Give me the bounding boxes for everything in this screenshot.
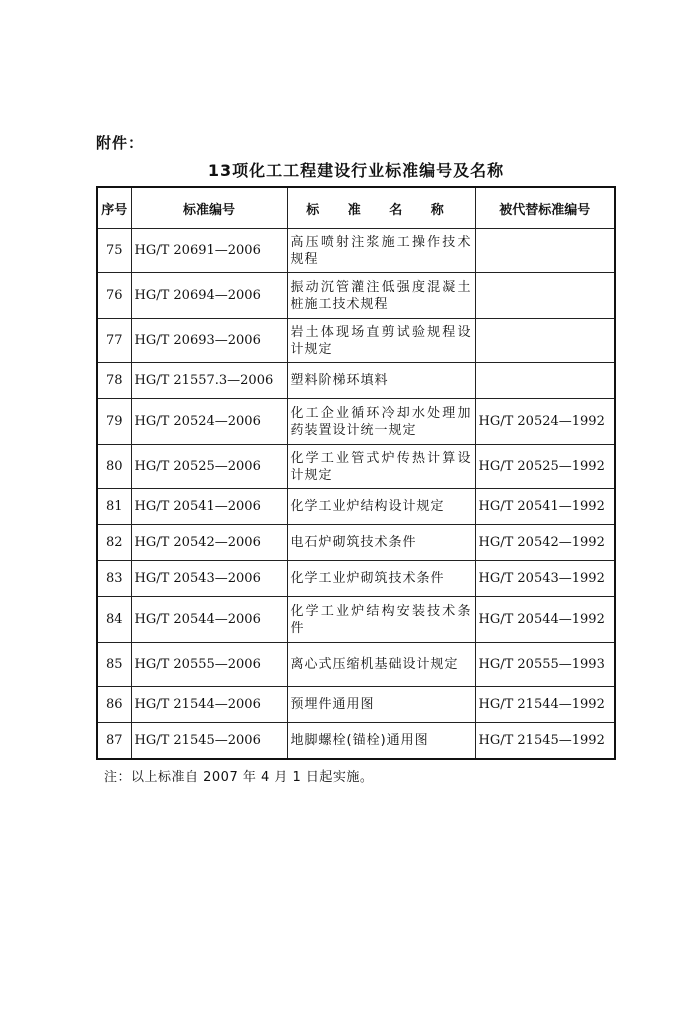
row-name: 岩土体现场直剪试验规程设计规定 xyxy=(287,319,475,363)
row-code: HG/T 21557.3—2006 xyxy=(131,363,287,399)
header-code: 标准编号 xyxy=(131,187,287,229)
row-seq: 85 xyxy=(97,643,131,687)
table-row xyxy=(97,319,615,363)
row-replaced: HG/T 20525—1992 xyxy=(475,445,615,489)
row-replaced xyxy=(475,363,615,399)
table-body xyxy=(97,229,615,759)
row-name: 电石炉砌筑技术条件 xyxy=(287,525,475,561)
footnote: 注：以上标准自 2007 年 4 月 1 日起实施。 xyxy=(104,770,374,785)
row-seq: 82 xyxy=(97,525,131,561)
table-row xyxy=(97,561,615,597)
table-row xyxy=(97,525,615,561)
row-code: HG/T 20691—2006 xyxy=(131,229,287,273)
table-row xyxy=(97,643,615,687)
row-name: 高压喷射注浆施工操作技术规程 xyxy=(287,229,475,273)
row-seq: 81 xyxy=(97,489,131,525)
table-row xyxy=(97,229,615,273)
header-replaced: 被代替标准编号 xyxy=(475,187,615,229)
row-replaced: HG/T 20542—1992 xyxy=(475,525,615,561)
row-name: 振动沉管灌注低强度混凝土桩施工技术规程 xyxy=(287,273,475,319)
row-code: HG/T 20541—2006 xyxy=(131,489,287,525)
table-row xyxy=(97,273,615,319)
row-name: 化学工业炉结构安装技术条件 xyxy=(287,597,475,643)
row-code: HG/T 20544—2006 xyxy=(131,597,287,643)
row-code: HG/T 20694—2006 xyxy=(131,273,287,319)
row-replaced: HG/T 20524—1992 xyxy=(475,399,615,445)
table-row xyxy=(97,723,615,759)
row-replaced xyxy=(475,273,615,319)
row-replaced: HG/T 21545—1992 xyxy=(475,723,615,759)
table-row xyxy=(97,489,615,525)
row-seq: 86 xyxy=(97,687,131,723)
row-replaced: HG/T 21544—1992 xyxy=(475,687,615,723)
row-seq: 83 xyxy=(97,561,131,597)
standards-table xyxy=(96,186,616,760)
row-seq: 80 xyxy=(97,445,131,489)
row-replaced: HG/T 20555—1993 xyxy=(475,643,615,687)
row-replaced: HG/T 20543—1992 xyxy=(475,561,615,597)
row-code: HG/T 21545—2006 xyxy=(131,723,287,759)
row-code: HG/T 21544—2006 xyxy=(131,687,287,723)
row-seq: 76 xyxy=(97,273,131,319)
row-code: HG/T 20524—2006 xyxy=(131,399,287,445)
row-name: 预埋件通用图 xyxy=(287,687,475,723)
table-row xyxy=(97,687,615,723)
row-name: 化学工业炉砌筑技术条件 xyxy=(287,561,475,597)
row-seq: 77 xyxy=(97,319,131,363)
header-seq: 序号 xyxy=(97,187,131,229)
table-row xyxy=(97,399,615,445)
row-name: 地脚螺栓(锚栓)通用图 xyxy=(287,723,475,759)
row-seq: 78 xyxy=(97,363,131,399)
row-replaced: HG/T 20544—1992 xyxy=(475,597,615,643)
row-code: HG/T 20525—2006 xyxy=(131,445,287,489)
row-seq: 75 xyxy=(97,229,131,273)
document-title: 13项化工工程建设行业标准编号及名称 xyxy=(207,161,505,180)
row-replaced xyxy=(475,319,615,363)
row-code: HG/T 20555—2006 xyxy=(131,643,287,687)
row-replaced: HG/T 20541—1992 xyxy=(475,489,615,525)
row-code: HG/T 20693—2006 xyxy=(131,319,287,363)
table-row xyxy=(97,445,615,489)
table-row xyxy=(97,597,615,643)
row-name: 化工企业循环冷却水处理加药装置设计统一规定 xyxy=(287,399,475,445)
table-row xyxy=(97,363,615,399)
row-code: HG/T 20542—2006 xyxy=(131,525,287,561)
header-name: 标 准 名 称 xyxy=(287,187,475,229)
row-seq: 84 xyxy=(97,597,131,643)
row-seq: 79 xyxy=(97,399,131,445)
row-name: 化学工业管式炉传热计算设计规定 xyxy=(287,445,475,489)
row-name: 塑料阶梯环填料 xyxy=(287,363,475,399)
row-code: HG/T 20543—2006 xyxy=(131,561,287,597)
row-seq: 87 xyxy=(97,723,131,759)
row-replaced xyxy=(475,229,615,273)
attachment-label: 附件： xyxy=(96,134,145,152)
row-name: 化学工业炉结构设计规定 xyxy=(287,489,475,525)
row-name: 离心式压缩机基础设计规定 xyxy=(287,643,475,687)
table-header-row xyxy=(97,187,615,229)
